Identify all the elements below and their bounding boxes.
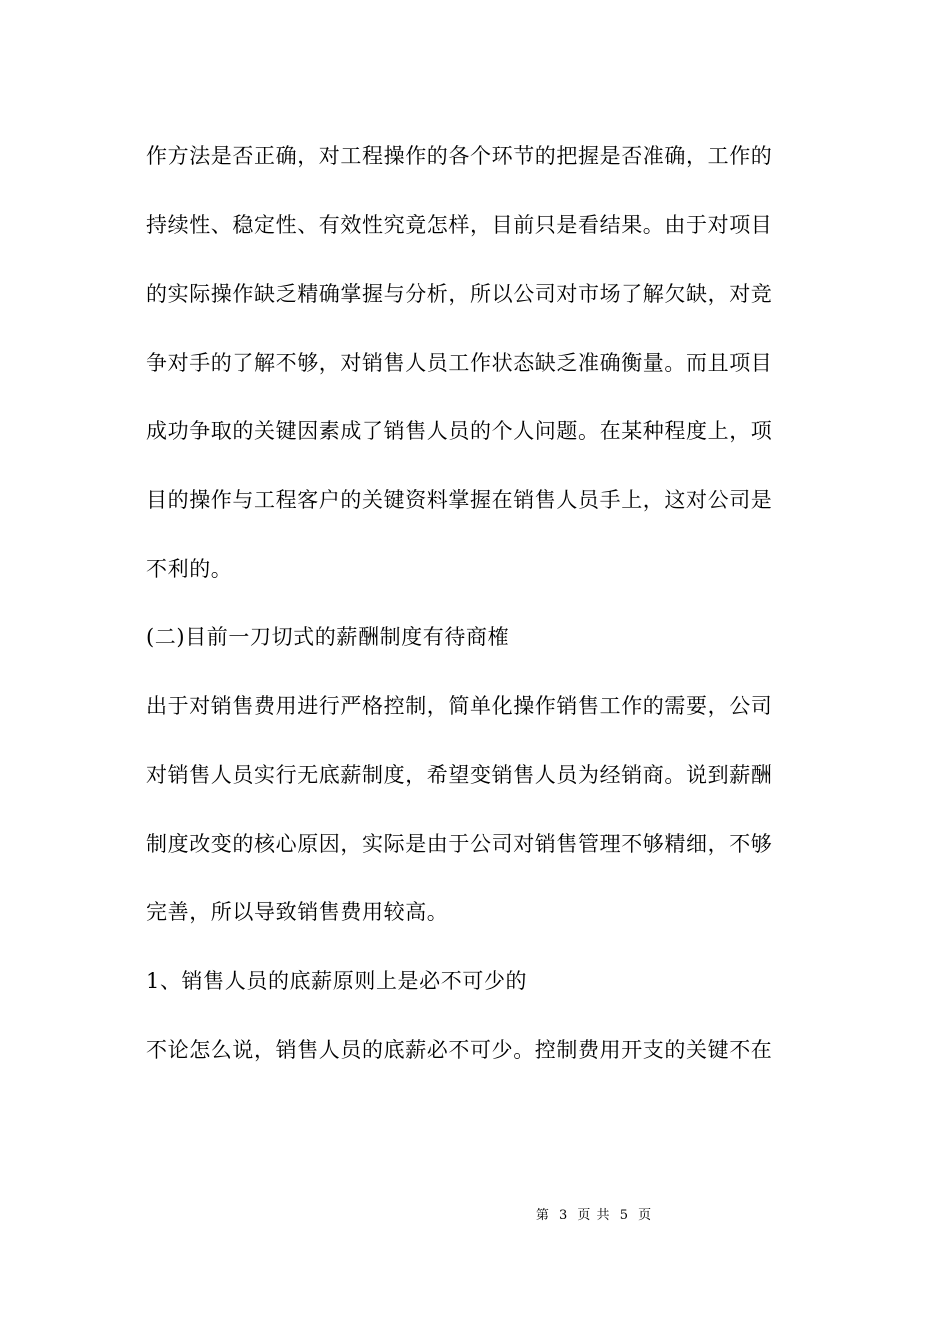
footer-current-page: 3 <box>559 1208 569 1223</box>
section-heading: (二)目前一刀切式的薪酬制度有待商榷 <box>146 625 510 649</box>
body-line-11: 制度改变的核心原因，实际是由于公司对销售管理不够精细，不够 <box>146 832 773 856</box>
page-footer <box>0 1206 950 1226</box>
body-line-7: 不利的。 <box>146 557 233 581</box>
body-line-9: 出于对销售费用进行严格控制，简单化操作销售工作的需要，公司 <box>146 694 773 718</box>
body-line-10: 对销售人员实行无底薪制度，希望变销售人员为经销商。说到薪酬 <box>146 763 773 787</box>
footer-prefix: 第 <box>535 1208 550 1223</box>
body-line-2: 持续性、稳定性、有效性究竟怎样，目前只是看结果。由于对项目 <box>146 213 773 237</box>
body-line-5: 成功争取的关键因素成了销售人员的个人问题。在某种程度上，项 <box>146 419 773 443</box>
body-line-6: 目的操作与工程客户的关键资料掌握在销售人员手上，这对公司是 <box>146 488 773 512</box>
footer-mid: 页 共 <box>577 1208 611 1223</box>
body-line-14: 不论怎么说，销售人员的底薪必不可少。控制费用开支的关键不在 <box>146 1038 773 1062</box>
body-line-12: 完善，所以导致销售费用较高。 <box>146 900 449 924</box>
body-line-3: 的实际操作缺乏精确掌握与分析，所以公司对市场了解欠缺，对竞 <box>146 282 773 306</box>
body-line-4: 争对手的了解不够，对销售人员工作状态缺乏准确衡量。而且项目 <box>146 351 773 375</box>
footer-suffix: 页 <box>638 1208 653 1223</box>
subsection-heading: 1、销售人员的底薪原则上是必不可少的 <box>146 969 528 993</box>
body-line-1: 作方法是否正确，对工程操作的各个环节的把握是否准确，工作的 <box>146 144 773 168</box>
footer-total-pages: 5 <box>619 1208 629 1223</box>
